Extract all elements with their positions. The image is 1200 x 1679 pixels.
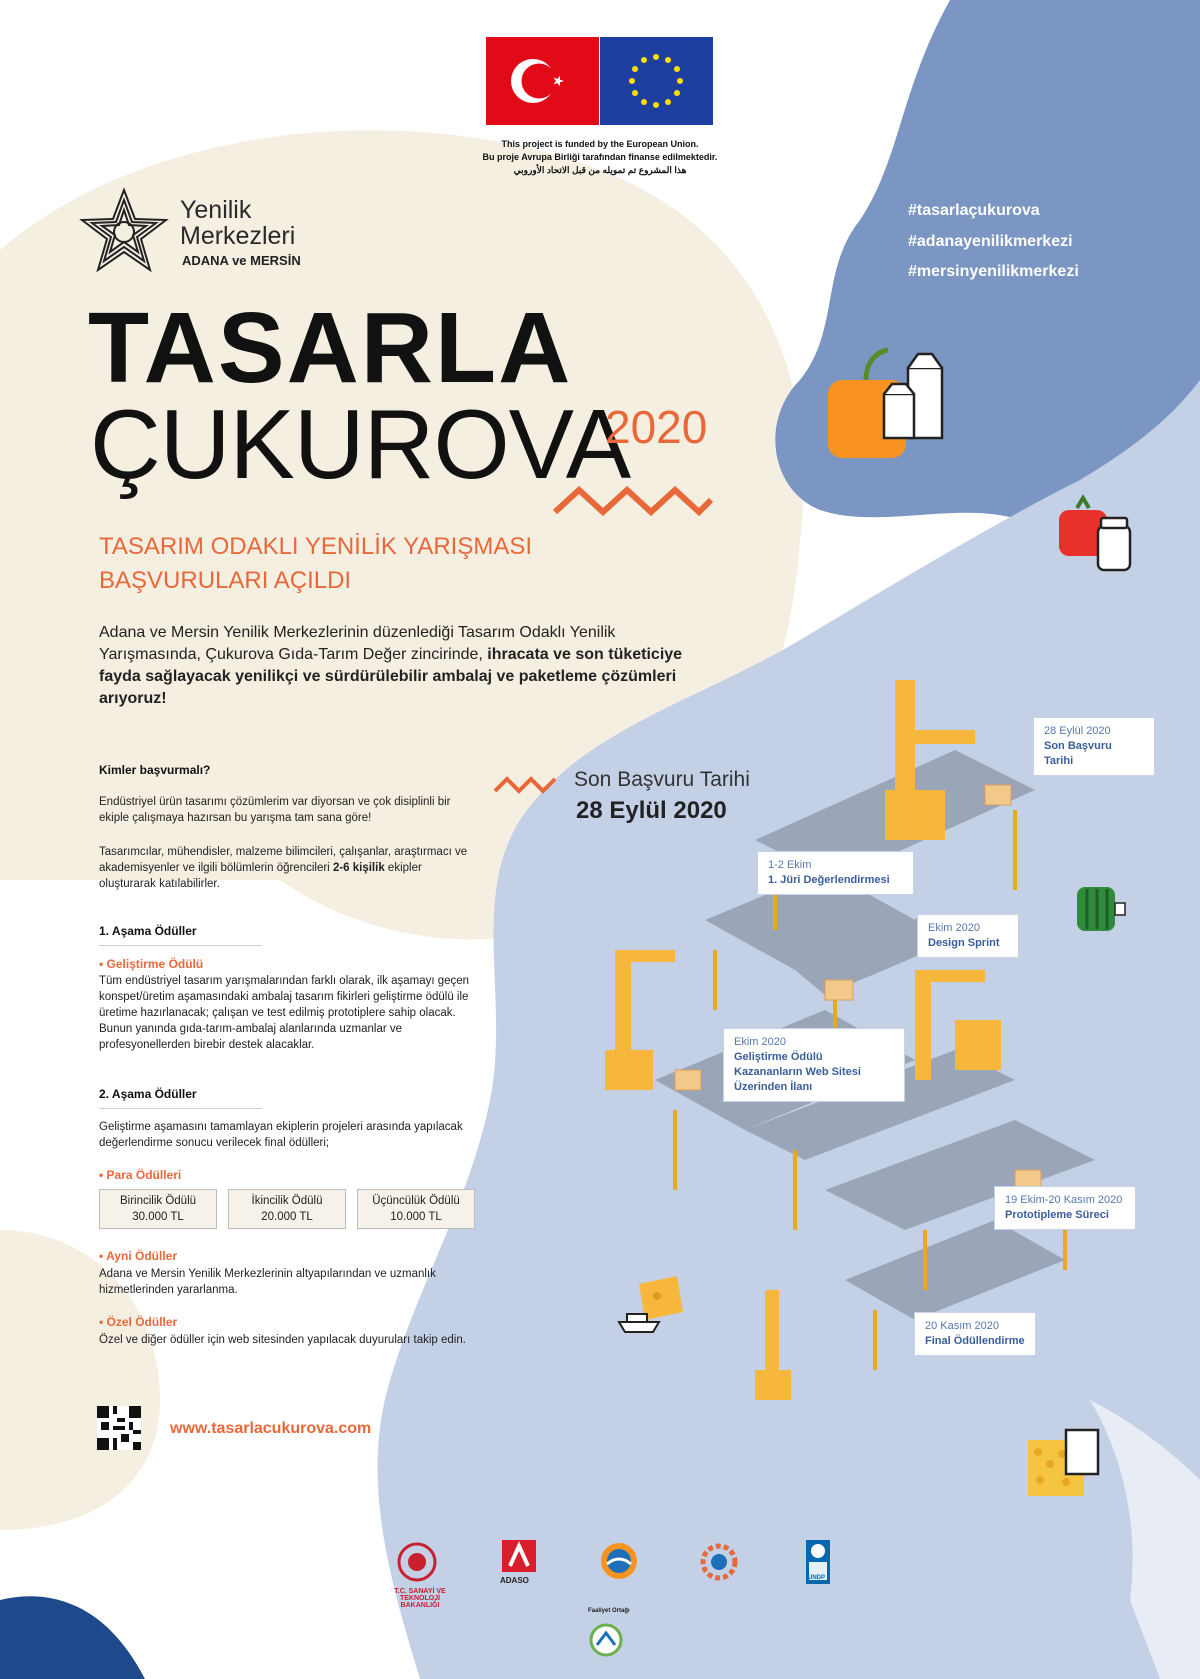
adaso-logo-icon — [502, 1540, 536, 1572]
who-p2-b: 2-6 kişilik — [332, 862, 385, 874]
timeline-item-4 — [723, 1028, 905, 1102]
logo-line-1: Yenilik — [180, 196, 252, 224]
title-main: TASARLA — [88, 292, 573, 404]
prize-third-label: Üçüncülük Ödülü — [372, 1195, 460, 1207]
logo-line-3: ADANA ve MERSİN — [182, 253, 301, 268]
navy-corner — [0, 1596, 145, 1679]
stage1-heading: 1. Aşama Ödüller — [99, 924, 197, 938]
money-awards-heading: • Para Ödülleri — [99, 1168, 182, 1182]
stage1-text: Tüm endüstriyel tasarım yarışmalarından farklı olarak, ilk aşamayı geçen konspet/üretim aşamasındaki ambalaj tasarım fikirleri geliştirme ödülü ile üretime hazırlanacak; çalışan ve test edilmiş prototiplere sahip olacak. Bunun yanında gıda-tarım-ambalaj alanlarında uzmanlar ve profesyonellerden birebir destek alacaklar. — [99, 975, 470, 1051]
funding-notice — [440, 138, 760, 177]
who-heading: Kimler başvurmalı? — [99, 763, 211, 777]
activity-partner-logo-icon — [589, 1623, 623, 1657]
timeline-4-date: Ekim 2020 — [734, 1036, 786, 1048]
timeline-3-title: Design Sprint — [928, 937, 1000, 949]
timeline-1-date: 28 Eylül 2020 — [1044, 725, 1111, 737]
eu-flag-icon — [600, 37, 713, 125]
deadline-date: 28 Eylül 2020 — [576, 797, 727, 824]
stage2-divider — [99, 1108, 262, 1109]
prize-second-amount: 20.000 TL — [261, 1211, 313, 1223]
timeline-item-1 — [1033, 717, 1155, 776]
who-paragraph-1: Endüstriyel ürün tasarımı çözümlerim var diyorsan ve çok disiplinli bir ekiple çalışmaya hazırsan bu yarışma tam sana göre! — [99, 796, 451, 824]
qr-code-icon[interactable] — [97, 1406, 141, 1450]
special-heading: • Özel Ödüller — [99, 1315, 178, 1329]
stage2-text: Geliştirme aşamasını tamamlayan ekiplerin projeleri arasında yapılacak değerlendirme sonucu verilecek final ödülleri; — [99, 1121, 463, 1149]
timeline-3-date: Ekim 2020 — [928, 922, 980, 934]
ministry-label: T.C. SANAYİ VE TEKNOLOJİ BAKANLIĞI — [394, 1588, 446, 1609]
funding-line-tr: Bu proje Avrupa Birliği tarafından finanse edilmektedir. — [482, 152, 718, 162]
special-text: Özel ve diğer ödüller için web sitesinden yapılacak duyuruları takip edin. — [99, 1334, 466, 1346]
timeline-6-date: 20 Kasım 2020 — [925, 1320, 999, 1332]
adaso-label: ADASO — [500, 1576, 529, 1585]
prize-third-amount: 10.000 TL — [390, 1211, 442, 1223]
turkey-flag-icon — [486, 37, 599, 125]
intro-text: Adana ve Mersin Yenilik Merkezlerinin düzenlediği Tasarım Odaklı Yenilik Yarışmasında, Çukurova Gıda-Tarım Değer zincirinde, — [99, 624, 616, 663]
intro-bold: ihracata ve son tüketiciye fayda sağlayacak yenilikçi ve sürdürülebilir ambalaj ve paketleme çözümleri arıyoruz! — [99, 646, 683, 707]
timeline-1-title: Son Başvuru Tarihi — [1044, 740, 1112, 767]
timeline-6-title: Final Ödüllendirme — [925, 1335, 1025, 1347]
subtitle-line-1: TASARIM ODAKLI YENİLİK YARIŞMASI — [99, 533, 533, 560]
yenilik-star-logo-icon — [78, 186, 170, 276]
hashtag-3: #mersinyenilikmerkezi — [908, 263, 1079, 280]
deadline-label: Son Başvuru Tarihi — [574, 768, 750, 791]
subtitle — [99, 530, 532, 598]
logo-line-2: Merkezleri — [180, 222, 296, 250]
gear-logo-icon — [697, 1540, 741, 1584]
prize-second — [228, 1189, 346, 1229]
timeline-item-2 — [757, 851, 914, 895]
stage2-heading: 2. Aşama Ödüller — [99, 1087, 197, 1101]
undp-label: UNDP — [808, 1575, 826, 1581]
stage1-divider — [99, 945, 262, 946]
prize-first — [99, 1189, 217, 1229]
timeline-item-3 — [917, 914, 1019, 958]
prize-third — [357, 1189, 475, 1229]
prize-first-amount: 30.000 TL — [132, 1211, 184, 1223]
stage1-award: • Geliştirme Ödülü — [99, 957, 204, 971]
timeline-item-6 — [914, 1312, 1036, 1356]
title-sub: ÇUKUROVA — [90, 389, 631, 499]
timeline-5-date: 19 Ekim-20 Kasım 2020 — [1005, 1194, 1123, 1206]
hashtag-1: #tasarlaçukurova — [908, 202, 1040, 219]
timeline-2-title: 1. Jüri Değerlendirmesi — [768, 874, 890, 886]
inkind-heading: • Ayni Ödüller — [99, 1249, 177, 1263]
prize-first-label: Birincilik Ödülü — [119, 1195, 197, 1207]
prize-second-label: İkincilik Ödülü — [251, 1195, 323, 1207]
hashtag-2: #adanayenilikmerkezi — [908, 233, 1073, 250]
subtitle-line-2: BAŞVURULARI AÇILDI — [99, 567, 352, 594]
funding-line-en: This project is funded by the European Union. — [501, 139, 699, 149]
who-p2-a: Tasarımcılar, mühendisler, malzeme bilimcileri, çalışanlar, araştırmacı ve akademisyenler ve ilgili bölümlerin öğrencileri — [99, 846, 468, 874]
timeline-item-5 — [994, 1186, 1136, 1230]
timeline-5-title: Prototipleme Süreci — [1005, 1209, 1109, 1221]
tomato-jar-icon — [1055, 492, 1135, 582]
website-link[interactable]: www.tasarlacukurova.com — [170, 1420, 372, 1437]
orange-carton-icon — [826, 342, 961, 477]
timeline-2-date: 1-2 Ekim — [768, 859, 812, 871]
deadline-zigzag-icon — [493, 773, 561, 795]
ministry-logo-icon — [395, 1540, 440, 1585]
funding-line-ar: هذا المشروع تم تمويله من قبل الاتحاد الأوروبي — [513, 165, 687, 175]
timeline-4-title: Geliştirme Ödülü Kazananların Web Sitesi Üzerinden İlanı — [734, 1051, 861, 1093]
who-paragraph-2 — [99, 844, 479, 892]
title-year: 2020 — [605, 401, 708, 453]
who-p2-c: ekipler oluşturarak katılabilirler. — [99, 862, 422, 890]
inkind-text: Adana ve Mersin Yenilik Merkezlerinin altyapılarından ve uzmanlık hizmetlerinden yararlanma. — [99, 1268, 436, 1296]
activity-partner-label: Faaliyet Ortağı — [588, 1608, 630, 1614]
mersin-logo-icon — [598, 1540, 640, 1582]
zigzag-icon — [553, 480, 713, 520]
